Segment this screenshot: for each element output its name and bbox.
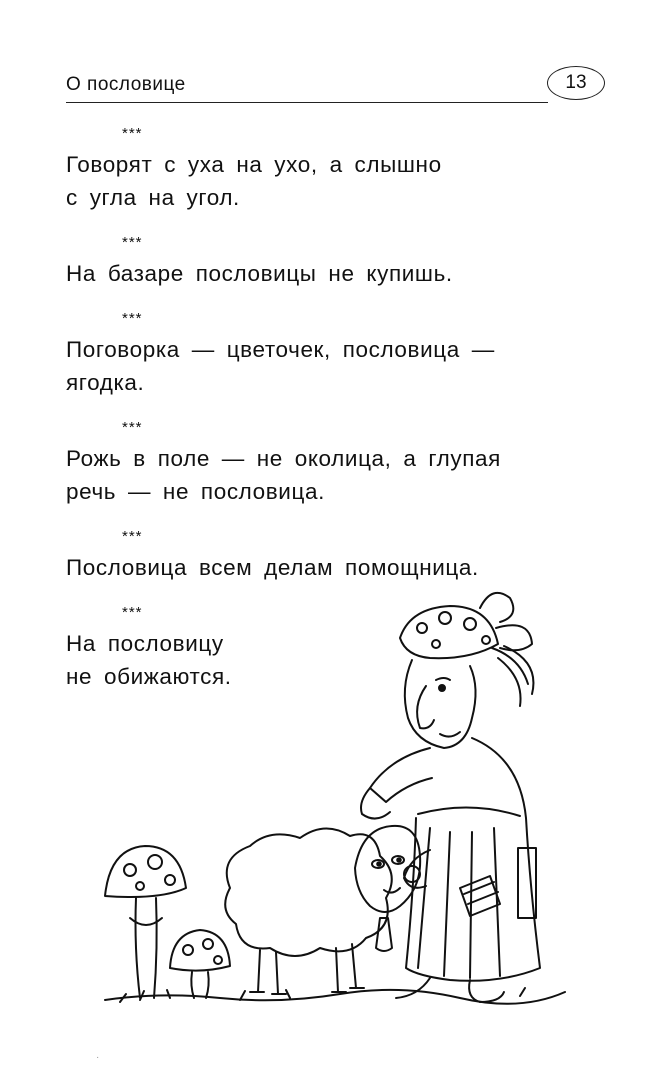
proverb-text: На пословицу не обижаются. — [66, 631, 232, 689]
separator-stars: *** — [122, 234, 143, 251]
proverb-text: Поговорка — цветочек, пословица — ягодка. — [66, 337, 495, 395]
proverb-item — [66, 309, 586, 399]
proverb-text: На базаре пословицы не купишь. — [66, 261, 453, 286]
old-woman-with-sheep-illustration — [100, 588, 570, 1028]
proverb-text: Говорят с уха на ухо, а слышно с угла на угол. — [66, 152, 442, 210]
separator-stars: *** — [122, 419, 143, 436]
separator-stars: *** — [122, 125, 143, 142]
mushroom-large-icon — [105, 846, 186, 998]
proverb-item — [66, 418, 586, 508]
proverb-item — [66, 527, 586, 584]
separator-stars: *** — [122, 528, 143, 545]
proverb-text: Пословица всем делам помощница. — [66, 555, 479, 580]
proverb-text: Рожь в поле — не околица, а глупая речь — не пословица. — [66, 446, 501, 504]
print-mark: · — [96, 1052, 100, 1063]
old-woman-icon — [361, 593, 540, 1002]
separator-stars: *** — [122, 310, 143, 327]
page-header — [66, 66, 606, 106]
section-title: О пословице — [66, 74, 186, 95]
mushroom-small-icon — [170, 930, 230, 998]
proverb-item — [66, 233, 586, 290]
page-number: 13 — [547, 66, 605, 100]
proverb-item — [66, 124, 586, 214]
header-rule — [66, 102, 548, 103]
sheep-icon — [225, 826, 420, 994]
separator-stars: *** — [122, 604, 143, 621]
